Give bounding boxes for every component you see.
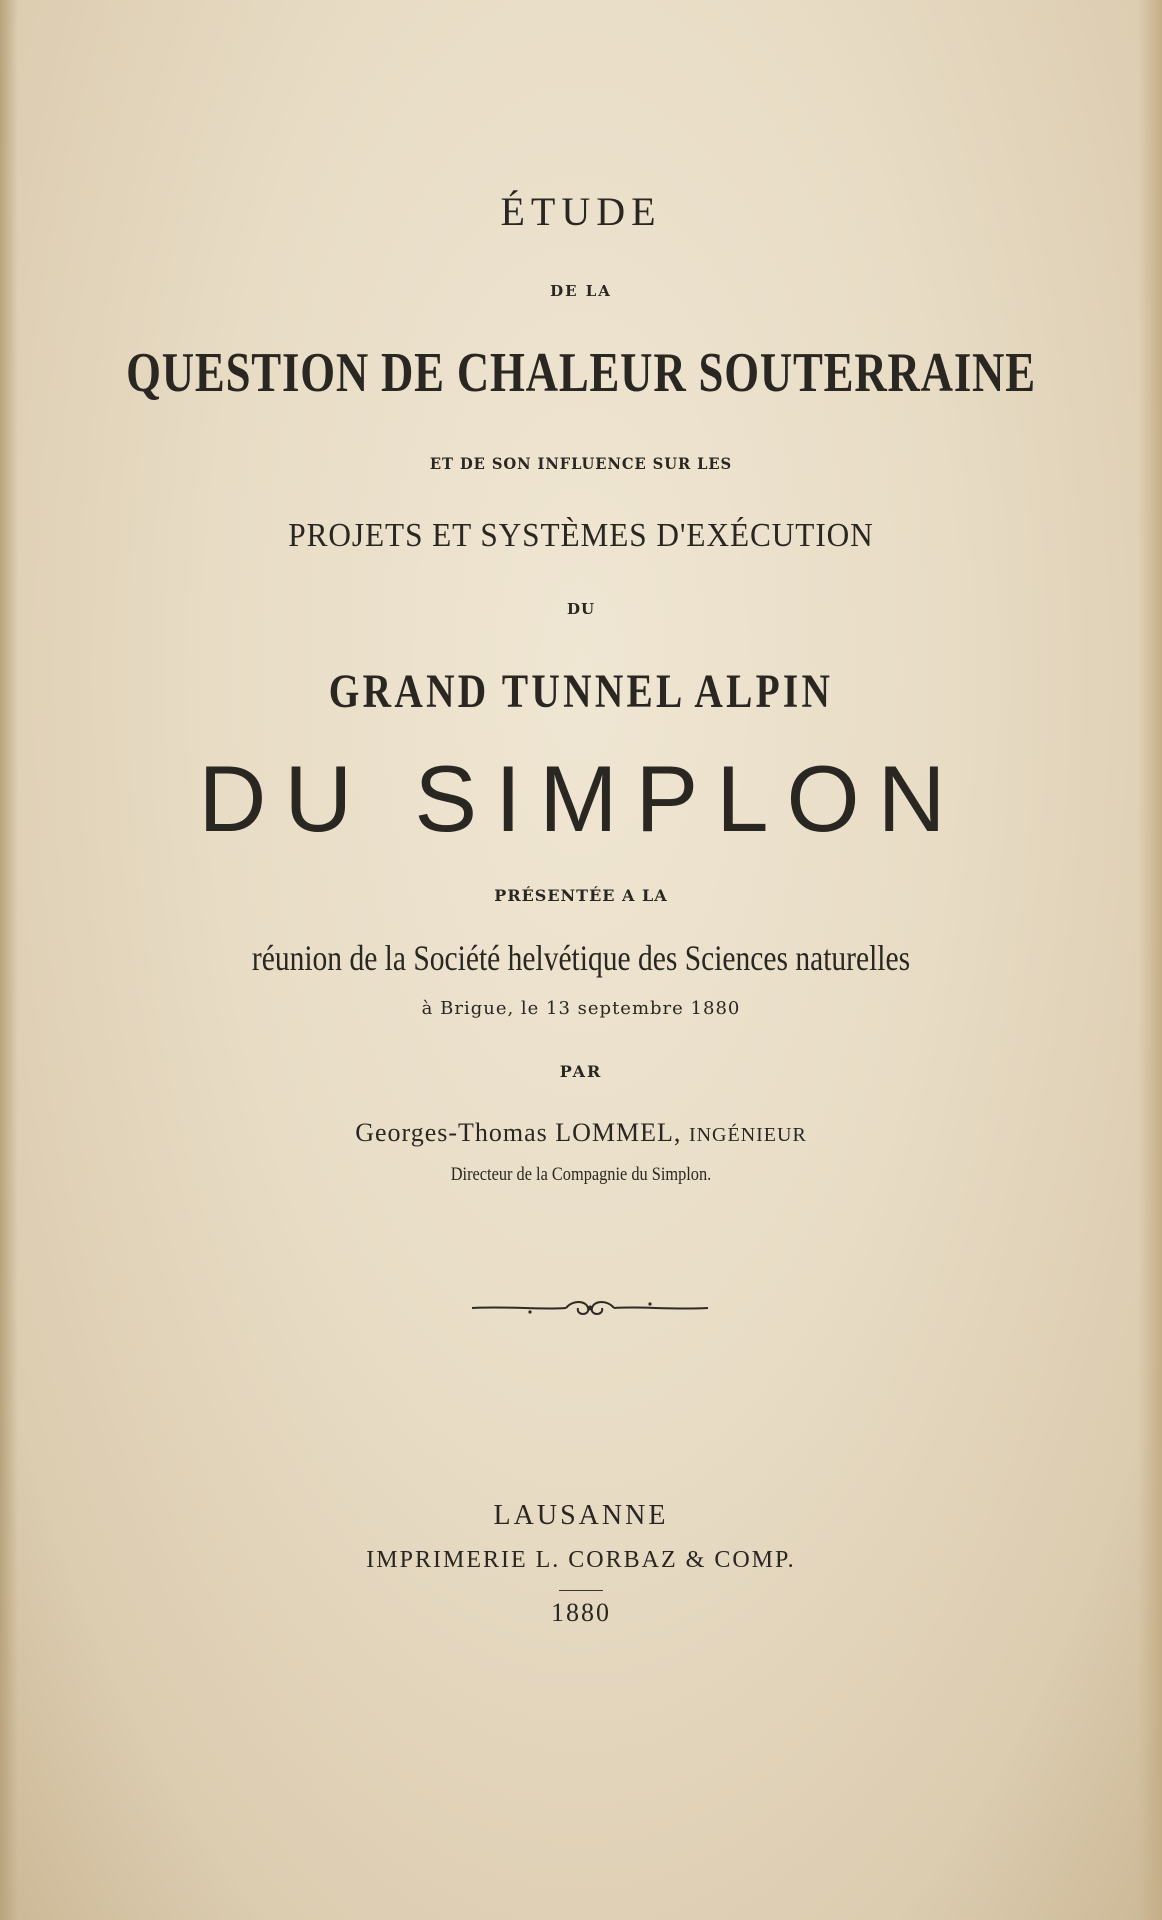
subheading-presentee: PRÉSENTÉE A LA [494, 886, 668, 905]
subheading-de-la: DE LA [550, 282, 612, 300]
imprint-city: LAUSANNE [493, 1500, 669, 1531]
author-role: Directeur de la Compagnie du Simplon. [450, 1164, 712, 1185]
subheading-et-de-son: ET DE SON INFLUENCE SUR LES [429, 454, 733, 473]
title-projets: PROJETS ET SYSTÈMES D'EXÉCUTION [288, 517, 874, 554]
imprint-printer: IMPRIMERIE L. CORBAZ & COMP. [366, 1547, 796, 1573]
scroll-flourish-icon [470, 1296, 710, 1320]
author-name: Georges-Thomas LOMMEL, [355, 1118, 682, 1147]
text-reunion: réunion de la Société helvétique des Sciences naturelles [251, 938, 911, 978]
title-du-simplon: DU SIMPLON [198, 746, 964, 851]
subheading-du: DU [566, 600, 596, 618]
main-title-question: QUESTION DE CHALEUR SOUTERRAINE [126, 342, 1036, 404]
subheading-par: PAR [559, 1062, 603, 1081]
heading-etude: ÉTUDE [500, 189, 662, 234]
text-brigue-date: à Brigue, le 13 septembre 1880 [421, 998, 741, 1019]
imprint-divider [559, 1590, 603, 1591]
title-grand-tunnel: GRAND TUNNEL ALPIN [328, 665, 834, 718]
author-title: INGÉNIEUR [688, 1124, 807, 1146]
imprint-year: 1880 [551, 1598, 611, 1627]
author-line [0, 1120, 1162, 1146]
